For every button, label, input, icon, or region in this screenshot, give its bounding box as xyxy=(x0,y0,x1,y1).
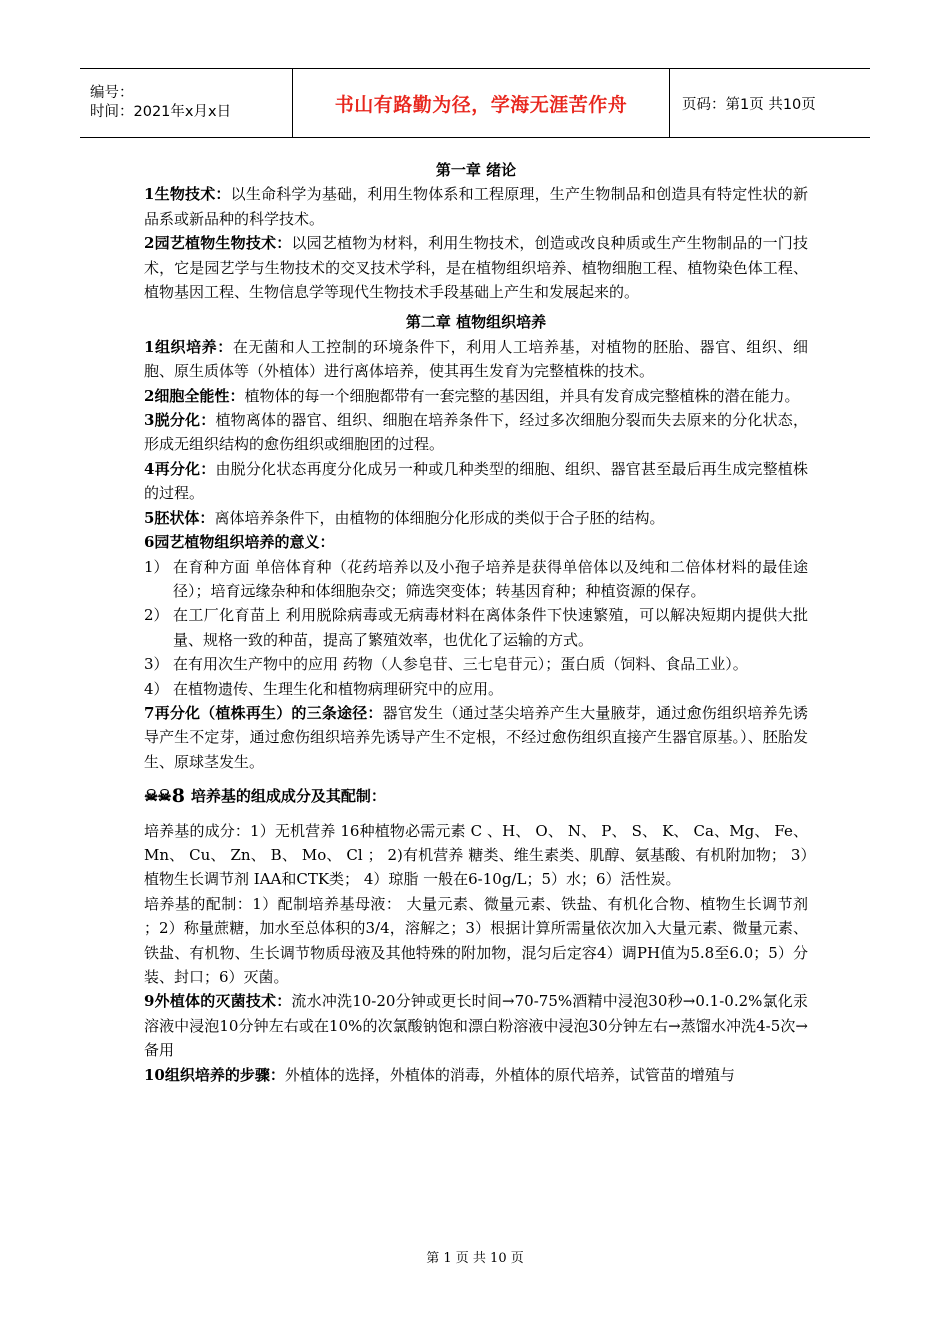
list-text: 在有用次生产物中的应用 药物（人参皂苷、三七皂苷元）；蛋白质（饲料、食品工业）。 xyxy=(173,655,748,674)
definition-term: 5胚状体： xyxy=(144,508,215,527)
definition-text: 植物体的每一个细胞都带有一套完整的基因组，并具有发育成完整植株的潜在能力。 xyxy=(244,386,800,405)
list-text: 在工厂化育苗上 利用脱除病毒或无病毒材料在离体条件下快速繁殖，可以解决短期内提供大批量、规格一致的种苗，提高了繁殖效率，也优化了运输的方式。 xyxy=(173,606,808,649)
definition-term: 4再分化： xyxy=(144,459,216,478)
header-page-info: 页码：第1页 共10页 xyxy=(682,96,816,113)
definition-paragraph xyxy=(144,408,808,457)
list-item xyxy=(144,652,808,676)
definition-text: 器官发生（通过茎尖培养产生大量腋芽，通过愈伤组织培养先诱导产生不定芽，通过愈伤组织培养先诱导产生不定根，不经过愈伤组织直接产生器官原基。）、胚胎发生、原球茎发生。 xyxy=(144,703,808,771)
list-item xyxy=(144,555,808,604)
definition-paragraph xyxy=(144,231,808,304)
definition-term: 10组织培养的步骤： xyxy=(144,1065,285,1084)
definition-term: 7再分化（植株再生）的三条途径： xyxy=(144,703,383,722)
definition-paragraph xyxy=(144,182,808,231)
definition-paragraph xyxy=(144,506,808,530)
date-label: 时间：2021年x月x日 xyxy=(90,104,232,120)
definition-term: 2细胞全能性： xyxy=(144,386,245,405)
list-number: 3） xyxy=(144,655,169,674)
list-number: 4） xyxy=(144,679,169,698)
medium-components-paragraph: 培养基的成分：1）无机营养 16种植物必需元素 C 、H、 O、 N、 P、 S、 K、 Ca、Mg、 Fe、 Mn、 Cu、 Zn、 B、 Mo、 Cl ； 2)有机营养 糖类、维生素类、肌醇、氨基酸、有机附加物； 3）植物生长调节剂 IAA和CTK类； 4）琼脂 一般在6-10g/L；5）水；6）活性炭。 xyxy=(144,821,808,889)
header-motto: 书山有路勤为径，学海无涯苦作舟 xyxy=(334,93,628,116)
list-number: 1） xyxy=(144,557,169,576)
definition-text: 离体培养条件下，由植物的体细胞分化形成的类似于合子胚的结构。 xyxy=(214,508,665,527)
list-item xyxy=(144,603,808,652)
definition-paragraph xyxy=(144,335,808,384)
definition-text: 外植体的选择，外植体的消毒，外植体的原代培养，试管苗的增殖与 xyxy=(284,1065,735,1084)
number-label: 编号： xyxy=(90,85,134,101)
medium-prep-paragraph: 培养基的配制：1）配制培养基母液： 大量元素、微量元素、铁盐、有机化合物、植物生长调节剂 ；2）称量蔗糖，加水至总体积的3/4，溶解之；3）根据计算所需量依次加入大量元素、微量元素、铁盐、有机物、生长调节物质母液及其他特殊的附加物，混匀后定容4）调PH值为5.8至6.0；5）分装、封口；6）灭菌。 xyxy=(144,894,808,986)
list-item xyxy=(144,677,808,701)
header-meta xyxy=(80,69,293,137)
page-header xyxy=(80,68,870,138)
definition-term: 1生物技术： xyxy=(144,185,231,204)
definition-paragraph xyxy=(144,384,808,408)
definition-paragraph xyxy=(144,701,808,774)
chapter-2-title: 第二章 植物组织培养 xyxy=(405,313,547,332)
page-footer: 第 1 页 共 10 页 xyxy=(426,1251,524,1266)
definition-text: 以生命科学为基础，利用生物体系和工程原理，生产生物制品和创造具有特定性状的新品系或新品种的科学技术。 xyxy=(144,185,808,228)
skull-icon: ☠☠ xyxy=(144,786,171,806)
section-number: 8 xyxy=(171,785,185,808)
definition-text: 植物离体的器官、组织、细胞在培养条件下，经过多次细胞分裂而失去原来的分化状态，形成无组织结构的愈伤组织或细胞团的过程。 xyxy=(144,411,808,454)
list-text: 在植物遗传、生理生化和植物病理研究中的应用。 xyxy=(173,679,504,698)
list-number: 2） xyxy=(144,606,169,625)
document-body xyxy=(144,158,808,1087)
definition-term: 2园艺植物生物技术： xyxy=(144,234,292,253)
list-text: 在育种方面 单倍体育种（花药培养以及小孢子培养是获得单倍体以及纯和二倍体材料的最佳途径）；培育远缘杂种和体细胞杂交；筛选突变体；转基因育种；种植资源的保存。 xyxy=(173,557,808,600)
definition-text: 流水冲洗10-20分钟或更长时间→70-75%酒精中浸泡30秒→0.1-0.2%氯化汞溶液中浸泡10分钟左右或在10%的次氯酸钠饱和漂白粉溶液中浸泡30分钟左右→蒸馏水冲洗4-5次→备用 xyxy=(144,992,808,1060)
definition-term: 1组织培养： xyxy=(144,337,233,356)
definition-text: 在无菌和人工控制的环境条件下，利用人工培养基，对植物的胚胎、器官、组织、细胞、原生质体等（外植体）进行离体培养，使其再生发育为完整植株的技术。 xyxy=(144,337,808,381)
section-8-heading xyxy=(144,784,808,808)
definition-paragraph xyxy=(144,457,808,506)
definition-paragraph xyxy=(144,989,808,1062)
section-title: 培养基的组成成分及其配制： xyxy=(190,787,386,806)
significance-heading: 6园艺植物组织培养的意义： xyxy=(144,533,335,552)
definition-paragraph xyxy=(144,1063,808,1087)
definition-text: 以园艺植物为材料，利用生物技术，创造或改良种质或生产生物制品的一门技术，它是园艺学与生物技术的交叉技术学科，是在植物组织培养、植物细胞工程、植物染色体工程、植物基因工程、生物信息学等现代生物技术手段基础上产生和发展起来的。 xyxy=(144,234,808,302)
chapter-1-title: 第一章 绪论 xyxy=(435,161,517,179)
definition-term: 9外植体的灭菌技术： xyxy=(144,992,292,1011)
definition-text: 由脱分化状态再度分化成另一种或几种类型的细胞、组织、器官甚至最后再生成完整植株的过程。 xyxy=(144,459,808,503)
header-motto-cell xyxy=(293,69,670,137)
definition-term: 3脱分化： xyxy=(144,411,216,430)
